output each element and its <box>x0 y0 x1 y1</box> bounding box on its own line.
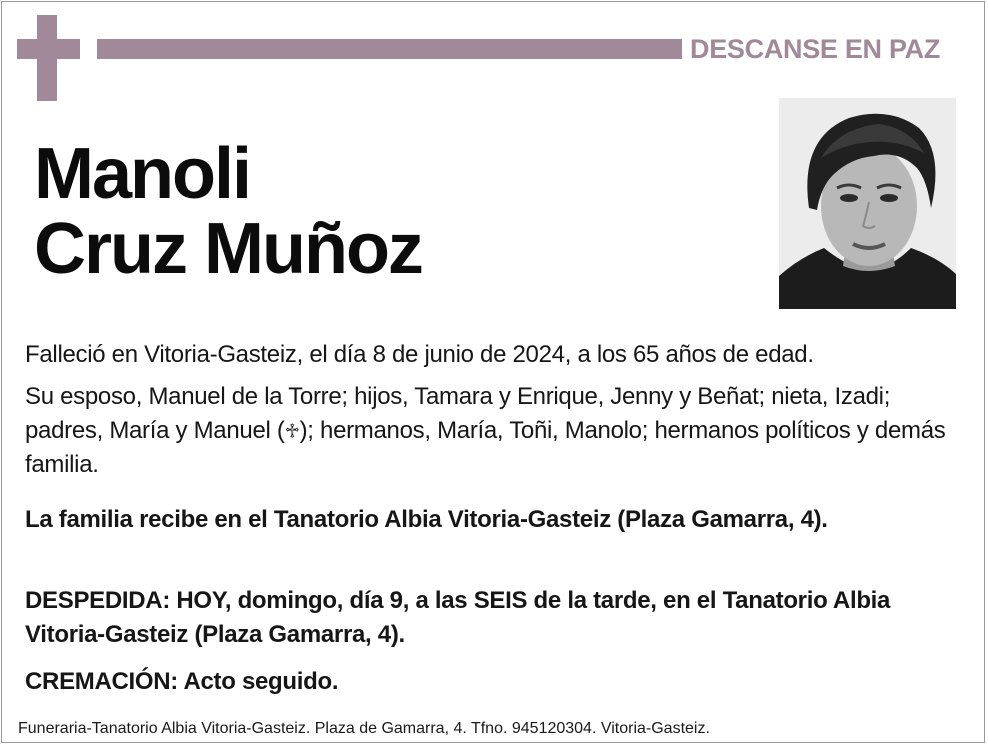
header-title: DESCANSE EN PAZ <box>690 34 941 64</box>
reception-info: La familia recibe en el Tanatorio Albia Vitoria-Gasteiz (Plaza Gamarra, 4). <box>25 506 828 533</box>
farewell-info: DESPEDIDA: HOY, domingo, día 9, a las SEIS de la tarde, en el Tanatorio Albia Vitoria-Gasteiz (Plaza Gamarra, 4). <box>25 587 891 648</box>
death-notice: Falleció en Vitoria-Gasteiz, el día 8 de junio de 2024, a los 65 años de edad. <box>25 341 814 368</box>
family-list <box>25 380 965 482</box>
deceased-surname: Cruz Muñoz <box>34 209 422 289</box>
deceased-cross-icon: ♱ <box>284 419 300 443</box>
portrait-photo <box>779 98 956 309</box>
cremation-info: CREMACIÓN: Acto seguido. <box>25 668 339 695</box>
family-list-part-2: ); hermanos, María, Toñi, Manolo; hermanos políticos y demás familia. <box>25 417 946 478</box>
cross-horizontal-bar <box>17 39 80 59</box>
portrait-illustration <box>779 98 956 309</box>
family-list-part-1: Su esposo, Manuel de la Torre; hijos, Tamara y Enrique, Jenny y Beñat; nieta, Izadi; padres, María y Manuel ( <box>25 383 891 444</box>
header-rule <box>97 39 682 59</box>
deceased-first-name: Manoli <box>34 134 250 214</box>
funeral-home-footer: Funeraria-Tanatorio Albia Vitoria-Gasteiz. Plaza de Gamarra, 4. Tfno. 945120304. Vitoria-Gasteiz. <box>18 720 710 737</box>
